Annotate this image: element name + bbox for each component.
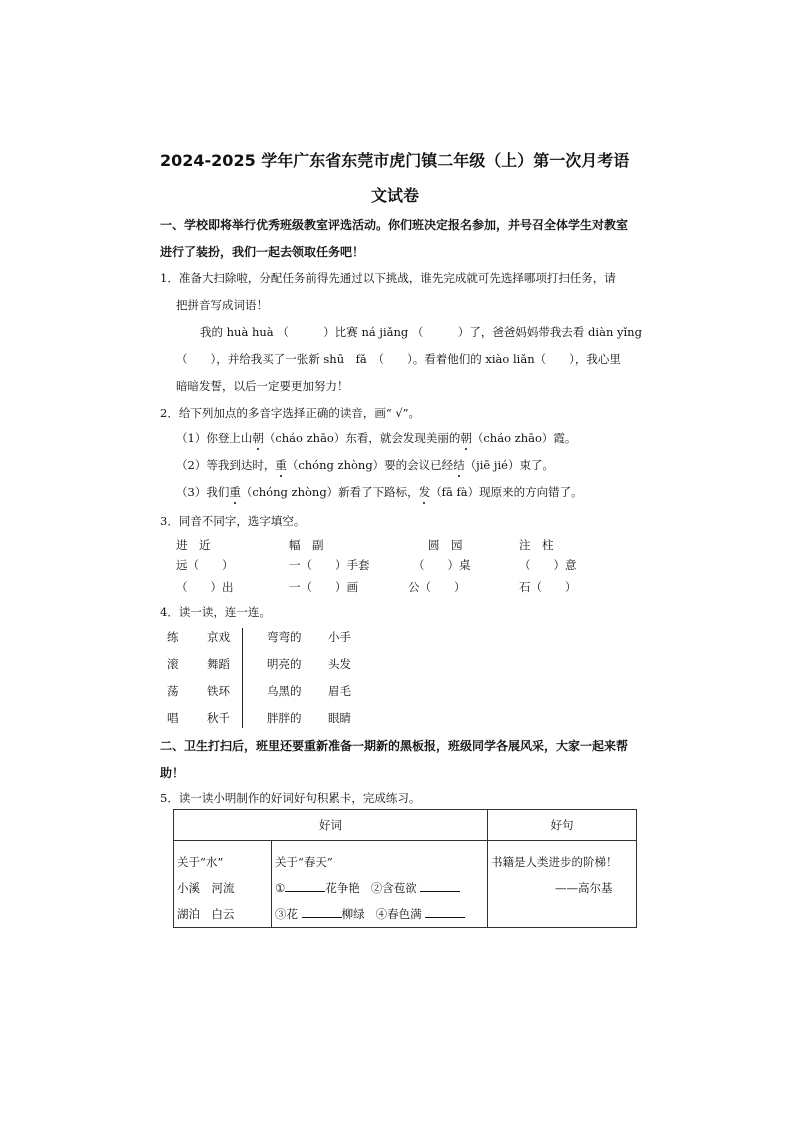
q4-adjective[interactable]: 胖胖的 — [267, 711, 302, 725]
q4-object[interactable]: 京戏 — [207, 630, 230, 644]
q1-stem-cont: 把拼音写成词语！ — [176, 298, 268, 312]
sentence-cell — [488, 841, 637, 928]
item-number: ① — [275, 881, 286, 895]
q1-stem: 1．准备大扫除啦，分配任务前得先通过以下挑战，谁先完成就可先选择哪项打扫任务，请 — [160, 271, 616, 285]
water-words: 小溪 河流 — [177, 881, 235, 895]
q4-noun[interactable]: 头发 — [328, 657, 351, 671]
q3-blank[interactable]: （ ）出 — [176, 580, 234, 594]
fill-blank[interactable] — [420, 879, 460, 892]
q1-pinyin-line: 暗暗发誓，以后一定要更加努力！ — [176, 379, 349, 393]
q1-pinyin-line: 我的 huà huà （ ）比赛 ná jiǎng （ ）了，爸爸妈妈带我去看 diàn yǐng — [200, 325, 642, 339]
accumulation-card — [173, 809, 637, 928]
q2-sentence-2: （2）等我到达时，重（chóng zhòng）要的会议已经结（jiē jié）束了。 — [176, 458, 554, 472]
fill-blank[interactable] — [285, 879, 325, 892]
q4-verb[interactable]: 滚 — [167, 657, 179, 671]
idiom-fragment: ④春色满 — [375, 907, 422, 921]
q4-adjective[interactable]: 乌黑的 — [267, 684, 302, 698]
q3-blank[interactable]: 一（ ）画 — [289, 580, 358, 594]
q3-blank[interactable]: （ ）意 — [519, 558, 577, 572]
q4-adjective[interactable]: 明亮的 — [267, 657, 302, 671]
q3-blank[interactable]: 远（ ） — [176, 558, 234, 572]
quote-author: ——高尔基 — [555, 881, 613, 895]
q3-blank[interactable]: 公（ ） — [408, 580, 466, 594]
q3-pair: 圆 园 — [428, 538, 463, 552]
q3-blank[interactable]: 一（ ）手套 — [289, 558, 370, 572]
q4-verb[interactable]: 唱 — [167, 711, 179, 725]
section2-heading: 二、卫生打扫后，班里还要重新准备一期新的黑板报，班级同学各展风采，大家一起来帮 — [160, 739, 629, 753]
idiom-fragment: ③花 — [275, 907, 298, 921]
q3-pair: 幅 副 — [289, 538, 324, 552]
q3-pair: 进 近 — [176, 538, 211, 552]
idiom-fragment: 花争艳 — [325, 881, 360, 895]
q2-sentence-1: （1）你登上山朝（cháo zhāo）东看，就会发现美丽的朝（cháo zhāo）霞。 — [176, 431, 577, 445]
quote-text: 书籍是人类进步的阶梯！ — [491, 855, 618, 869]
q3-pair: 注 柱 — [519, 538, 554, 552]
page-title-line2: 文试卷 — [371, 186, 420, 205]
section1-heading-cont: 进行了装扮，我们一起去领取任务吧！ — [160, 245, 365, 259]
idiom-fragment: 柳绿 — [341, 907, 365, 921]
q4-noun[interactable]: 眉毛 — [328, 684, 351, 698]
q3-blank[interactable]: （ ）桌 — [413, 558, 471, 572]
section1-heading: 一、学校即将举行优秀班级教室评选活动。你们班决定报名参加，并号召全体学生对教室 — [160, 218, 629, 232]
header-good-words: 好词 — [174, 810, 488, 841]
q5-stem: 5．读一读小明制作的好词好句积累卡，完成练习。 — [160, 791, 421, 805]
fill-blank[interactable] — [302, 905, 342, 918]
header-good-sentence: 好句 — [488, 810, 637, 841]
q3-blank[interactable]: 石（ ） — [519, 580, 577, 594]
q4-noun[interactable]: 眼睛 — [328, 711, 351, 725]
water-words: 湖泊 白云 — [177, 907, 235, 921]
q1-pinyin-line: （ ），并给我买了一张新 shū fǎ （ ）。看着他们的 xiào liǎn（ ），我心里 — [176, 352, 621, 366]
q2-stem: 2．给下列加点的多音字选择正确的读音，画“ √”。 — [160, 406, 421, 420]
q2-sentence-3: （3）我们重（chóng zhòng）新看了下路标，发（fā fà）现原来的方向错了。 — [176, 485, 583, 499]
q4-verb[interactable]: 荡 — [167, 684, 179, 698]
spring-row — [275, 875, 487, 901]
fill-blank[interactable] — [425, 905, 465, 918]
q3-stem: 3．同音不同字，选字填空。 — [160, 514, 306, 528]
q4-object[interactable]: 舞蹈 — [207, 657, 230, 671]
q4-adjective[interactable]: 弯弯的 — [267, 630, 302, 644]
idiom-fragment: ②含苞欲 — [370, 881, 417, 895]
q4-noun[interactable]: 小手 — [328, 630, 351, 644]
spring-title: 关于“春天” — [275, 855, 333, 869]
water-title: 关于“水” — [177, 855, 224, 869]
q4-object[interactable]: 铁环 — [207, 684, 230, 698]
section2-heading-cont: 助！ — [160, 766, 185, 780]
q4-stem: 4．读一读，连一连。 — [160, 605, 271, 619]
q4-object[interactable]: 秋千 — [207, 711, 230, 725]
water-words-cell — [174, 841, 272, 928]
q4-verb[interactable]: 练 — [167, 630, 179, 644]
page-title-line1: 2024-2025 学年广东省东莞市虎门镇二年级（上）第一次月考语 — [160, 151, 630, 170]
spring-row — [275, 901, 487, 927]
q4-divider — [242, 628, 243, 728]
spring-words-cell — [272, 841, 488, 928]
